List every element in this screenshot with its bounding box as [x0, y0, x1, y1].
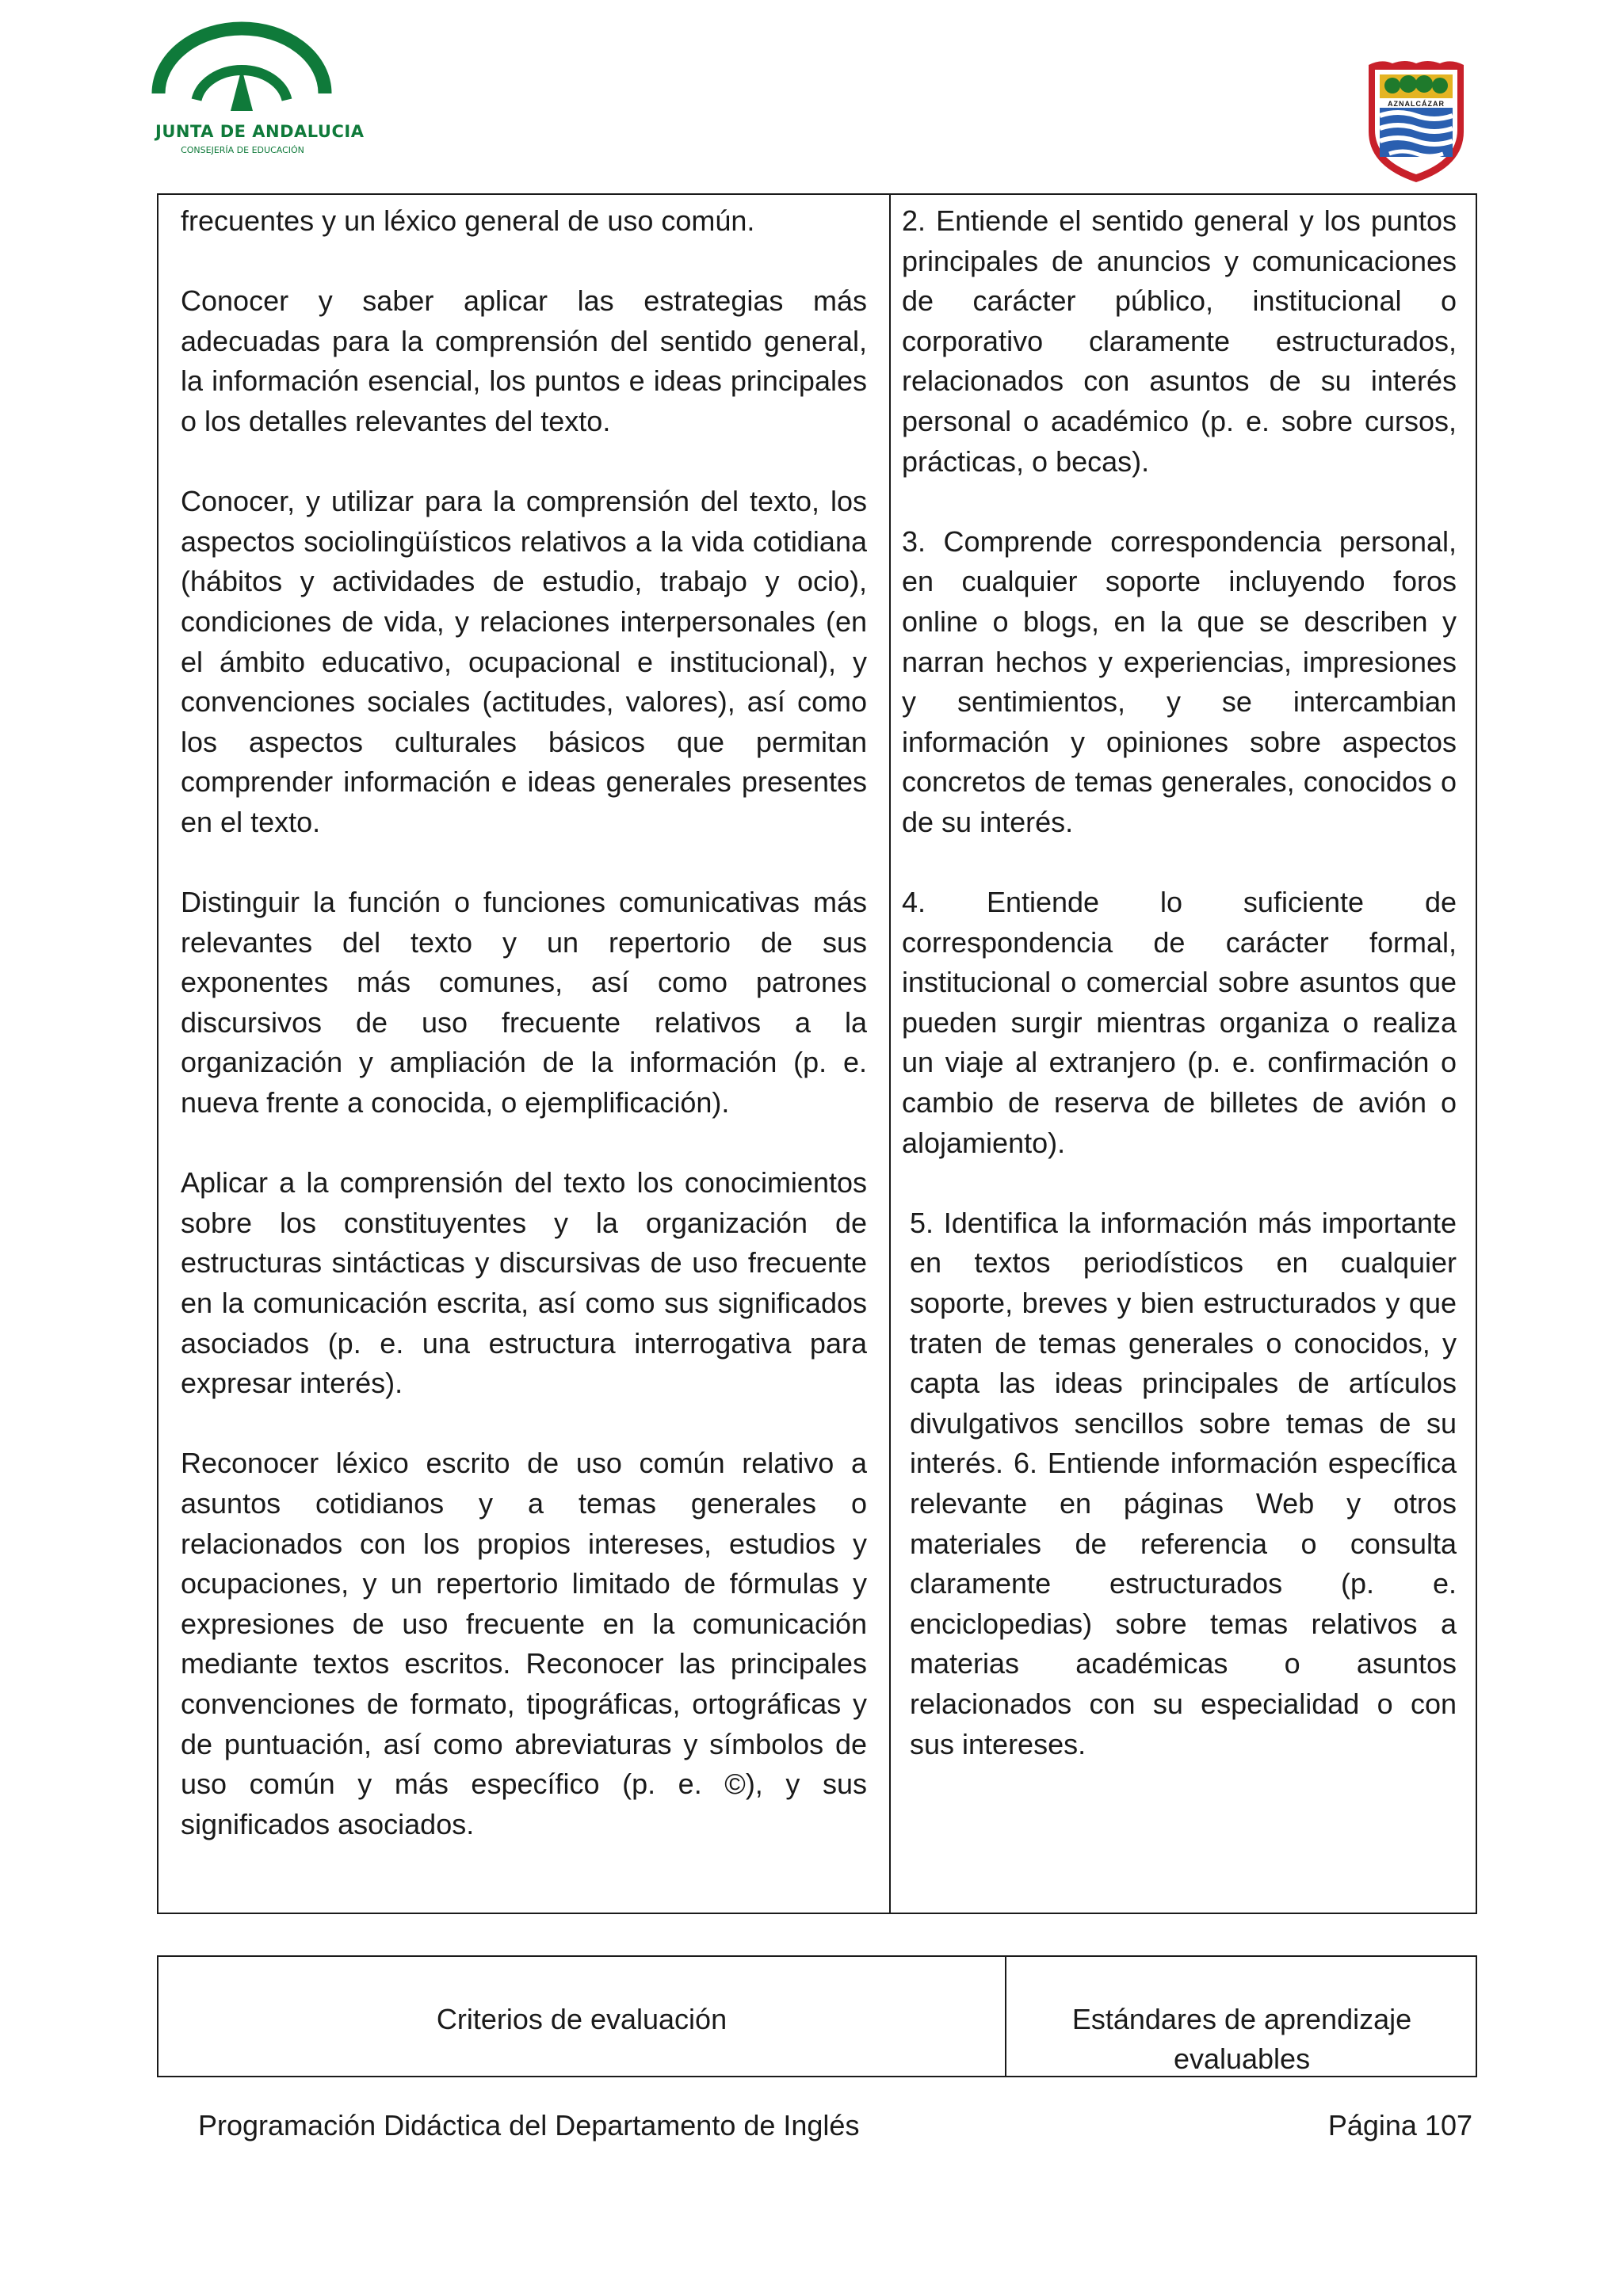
standard-paragraph: 3. Comprende correspondencia personal, en cualquier soporte incluyendo foros online o blogs, en la que se describen y narran hechos y experiencias, impresiones y sentimientos, y se intercambian información y opiniones sobre aspectos concretos de temas generales, conocidos o de su interés. — [902, 524, 1457, 838]
standard-paragraph: 2. Entiende el sentido general y los puntos principales de anuncios y comunicaciones de carácter público, institucional o corporativo claramente estructurados, relacionados con asuntos de su interés personal o académico (p. e. sobre cursos, prácticas, o becas). — [902, 204, 1457, 478]
junta-de-andalucia-logo-icon — [151, 21, 333, 124]
criteria-paragraph: Distinguir la función o funciones comunicativas más relevantes del texto y un repertorio de sus exponentes más comunes, así como patrones discursivos de uso frecuente relativos a la organización y ampliación de la información (p. e. nueva frente a conocida, o ejemplificación). — [181, 886, 867, 1119]
standard-paragraph: 4. Entiende lo suficiente de correspondencia de carácter formal, institucional o comercial sobre asuntos que pueden surgir mientras organiza o realiza un viaje al extranjero (p. e. confirmación o cambio de reserva de billetes de avión o alojamiento). — [902, 886, 1457, 1159]
junta-brand-text: JUNTA DE ANDALUCIA — [155, 122, 365, 141]
criteria-paragraph: frecuentes y un léxico general de uso común. — [181, 204, 755, 237]
criteria-paragraph: Conocer y saber aplicar las estrategias más adecuadas para la comprensión del sentido general, la información esencial, los puntos e ideas principales o los detalles relevantes del texto. — [181, 284, 867, 437]
standard-paragraph: 5. Identifica la información más importante en textos periodísticos en cualquier soporte, breves y bien estructurados y que traten de temas generales o conocidos, y capta las ideas principales de artículos divulgativos sencillos sobre temas de su interés. 6. Entiende información específica relevante en páginas Web y otros materiales de referencia o consulta claramente estructurados (p. e. enciclopedias) sobre temas relativos a materias académicas o asuntos relacionados con su especialidad o con sus intereses. — [910, 1206, 1457, 1760]
criteria-header: Criterios de evaluación — [436, 2003, 727, 2035]
criteria-column — [181, 201, 867, 1885]
standards-header: Estándares de aprendizaje evaluables — [1071, 2003, 1412, 2075]
content-table — [157, 193, 1477, 1914]
junta-subbrand-text: CONSEJERÍA DE EDUCACIÓN — [181, 145, 304, 155]
criteria-paragraph: Aplicar a la comprensión del texto los conocimientos sobre los constituyentes y la organización de estructuras sintácticas y discursivas de uso frecuente en la comunicación escrita, así como sus significados asociados (p. e. una estructura interrogativa para expresar interés). — [181, 1166, 867, 1400]
junta-de-andalucia-logo — [151, 21, 365, 163]
footer-title: Programación Didáctica del Departamento de Inglés — [198, 2109, 860, 2142]
crest-text: AZNALCÁZAR — [1388, 100, 1445, 108]
page-number: Página 107 — [1327, 2109, 1472, 2142]
criteria-header-table — [157, 1955, 1477, 2077]
standards-column — [902, 201, 1457, 1805]
criteria-paragraph: Conocer, y utilizar para la comprensión del texto, los aspectos sociolingüísticos relativos a la vida cotidiana (hábitos y actividades de estudio, trabajo y ocio), condiciones de vida, y relaciones interpersonales (en el ámbito educativo, ocupacional e institucional), y convenciones sociales (actitudes, valores), así como los aspectos culturales básicos que permitan comprender información e ideas generales presentes en el texto. — [181, 485, 867, 838]
column-divider — [889, 195, 891, 1913]
municipal-crest-icon — [1365, 59, 1467, 184]
municipal-crest — [1365, 59, 1467, 184]
criteria-paragraph: Reconocer léxico escrito de uso común relativo a asuntos cotidianos y a temas generales o relacionados con los propios intereses, estudios y ocupaciones, y un repertorio limitado de fórmulas y expresiones de uso frecuente en la comunicación mediante textos escritos. Reconocer las principales convenciones de formato, tipográficas, ortográficas y de puntuación, así como abreviaturas y símbolos de uso común y más específico (p. e. ©), y sus significados asociados. — [181, 1447, 867, 1840]
